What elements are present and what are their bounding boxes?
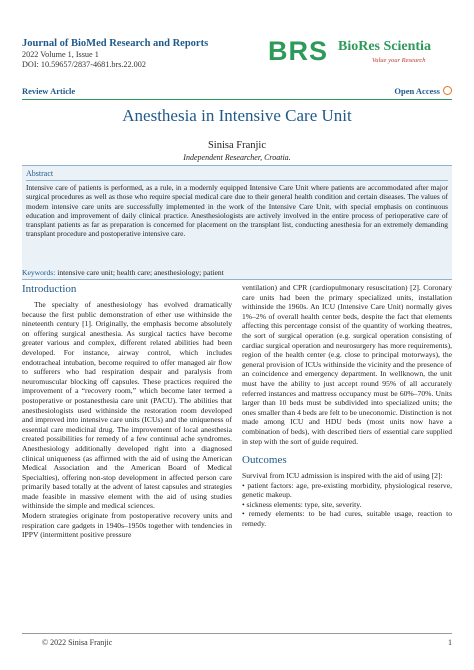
introduction-paragraph-2-continued: ventilation) and CPR (cardiopulmonary resuscitation) [2]. Coronary care units had been the primary specialized units, installation withinside the 1960s. An ICU (Intensive Care Unit) normally gives 1%–2% of overall health center beds, despite the fact that elements affecting this percentage consist of the quantity of working theatres, the sort of surgical operation (e.g. surgical operation consisting of cardiac surgical operation and neurosurgery has more requirements), region of the health center (e.g. close to principal motorways), the general provision of ICUs withinside the vicinity and the presence of an coincidence and emergency department. In wellknown, the unit must have the ability to just accept round 95% of all accurately referred instances and mattress occupancy must be 60%–70%. Units larger than 10 beds must be subdivided into specialized units; the ones smaller than 4 beds are felt to be uneconomic. Distinction is not made among ICU and HDU beds (most units now have a combination of beds), with described tiers of essential care supplied in step with the sort of guide required.: [242, 283, 452, 446]
abstract-text: Intensive care of patients is performed, as a rule, in a modernly equipped Intensive Care Unit where patients are accommodated after major surgical procedures as well as those who require special medical care due to their general health condition and certain diseases. The values of modern intensive care units are successfully implemented in the work of the Intensive Care Unit, with special emphasis on continuous education and improvement of daily clinical practice. Anesthesiologists are actively involved in the entire process of perioperative care of transplant patients as far as preparation is concerned for placement on the transplant list, conducting anesthesia for an extremely demanding transplant procedure and postoperative intensive care.: [26, 183, 448, 239]
journal-volume: 2022 Volume 1, Issue 1: [22, 50, 99, 59]
abstract-heading: Abstract: [26, 169, 54, 178]
introduction-paragraph-1: The specialty of anesthesiology has evolved dramatically because the first public demonstration of ether use withinside the nineteenth century [1]. Originally, the emphasis become absolutely on offering surgical anesthesia. As surgical tactics have become greater various and complex, different related abilities had been developed. For instance, airway control, which includes endotracheal intubation, become required to offer managed air flow to sufferers who had respiration despair and paralysis from neuromuscular blocking off capsules. These practices required the improvement of a “recovery room,” which become later termed a postoperative or postanesthesia care unit (PACU). The abilities that anesthesiologists used withinside the restoration room developed and improved into intensive care units (ICUs) and the uniqueness of essential care medicinal drug. The improvement of local anesthesia created possibilities for remedy of a few continual ache syndromes. Anesthesiology additionally developed right into a diagnosed clinical uniqueness (as affirmed with the aid of using the American Medical Association and the American Board of Medical Specialties), offering non-stop development in affected person care primarily based totally at the advent of latest capsules and strategies made feasible in massive element with the aid of using studies withinside the simple and medical sciences.: [22, 300, 232, 511]
keywords-label: Keywords:: [22, 268, 56, 277]
logo-name: BioRes Scientia: [338, 39, 431, 54]
open-access-lock-icon: [443, 86, 452, 95]
abstract-box: [22, 165, 452, 280]
article-title: Anesthesia in Intensive Care Unit: [122, 106, 352, 125]
header-divider: [22, 99, 452, 100]
keywords-line: [22, 268, 452, 278]
introduction-paragraph-2: Modern strategies originate from postoperative recovery units and respiration care gadgets in 1940s–1950s together with tendencies in IPPV (intermittent positive pressure: [22, 511, 232, 540]
footer-divider: [22, 633, 452, 634]
journal-header: [22, 38, 208, 70]
right-column: [242, 283, 452, 529]
publisher-logo: [268, 36, 454, 72]
abstract-divider: [26, 180, 448, 181]
left-column: [22, 283, 232, 540]
outcomes-bullet: • patient factors: age, pre-existing morbidity, physiological reserve, genetic makeup.: [242, 480, 452, 500]
article-type: Review Article: [22, 86, 76, 96]
page-number: 1: [448, 638, 452, 647]
outcomes-heading: Outcomes: [242, 454, 287, 467]
article-meta-row: [22, 86, 452, 98]
keywords-text: intensive care unit; health care; anesthesiology; patient: [57, 268, 224, 277]
outcomes-bullet: • sickness elements: type, site, severity.: [242, 499, 362, 509]
journal-title: Journal of BioMed Research and Reports: [22, 38, 209, 49]
open-access-label: Open Access: [394, 86, 440, 96]
introduction-heading: Introduction: [22, 283, 77, 295]
logo-mark: BRS: [268, 36, 329, 66]
journal-doi[interactable]: DOI: 10.59657/2837-4681.brs.22.002: [22, 60, 146, 69]
outcomes-intro: Survival from ICU admission is inspired with the aid of using [2]:: [242, 471, 443, 481]
outcomes-bullet: • remedy elements: to be had cures, suitable usage, reaction to remedy.: [242, 509, 452, 529]
footer-copyright: © 2022 Sinisa Franjic: [42, 638, 113, 647]
author-name: Sinisa Franjic: [207, 140, 267, 151]
logo-tagline: Value your Research: [372, 57, 426, 64]
author-affiliation: Independent Researcher, Croatia.: [183, 153, 291, 162]
open-access-badge: [394, 86, 452, 96]
